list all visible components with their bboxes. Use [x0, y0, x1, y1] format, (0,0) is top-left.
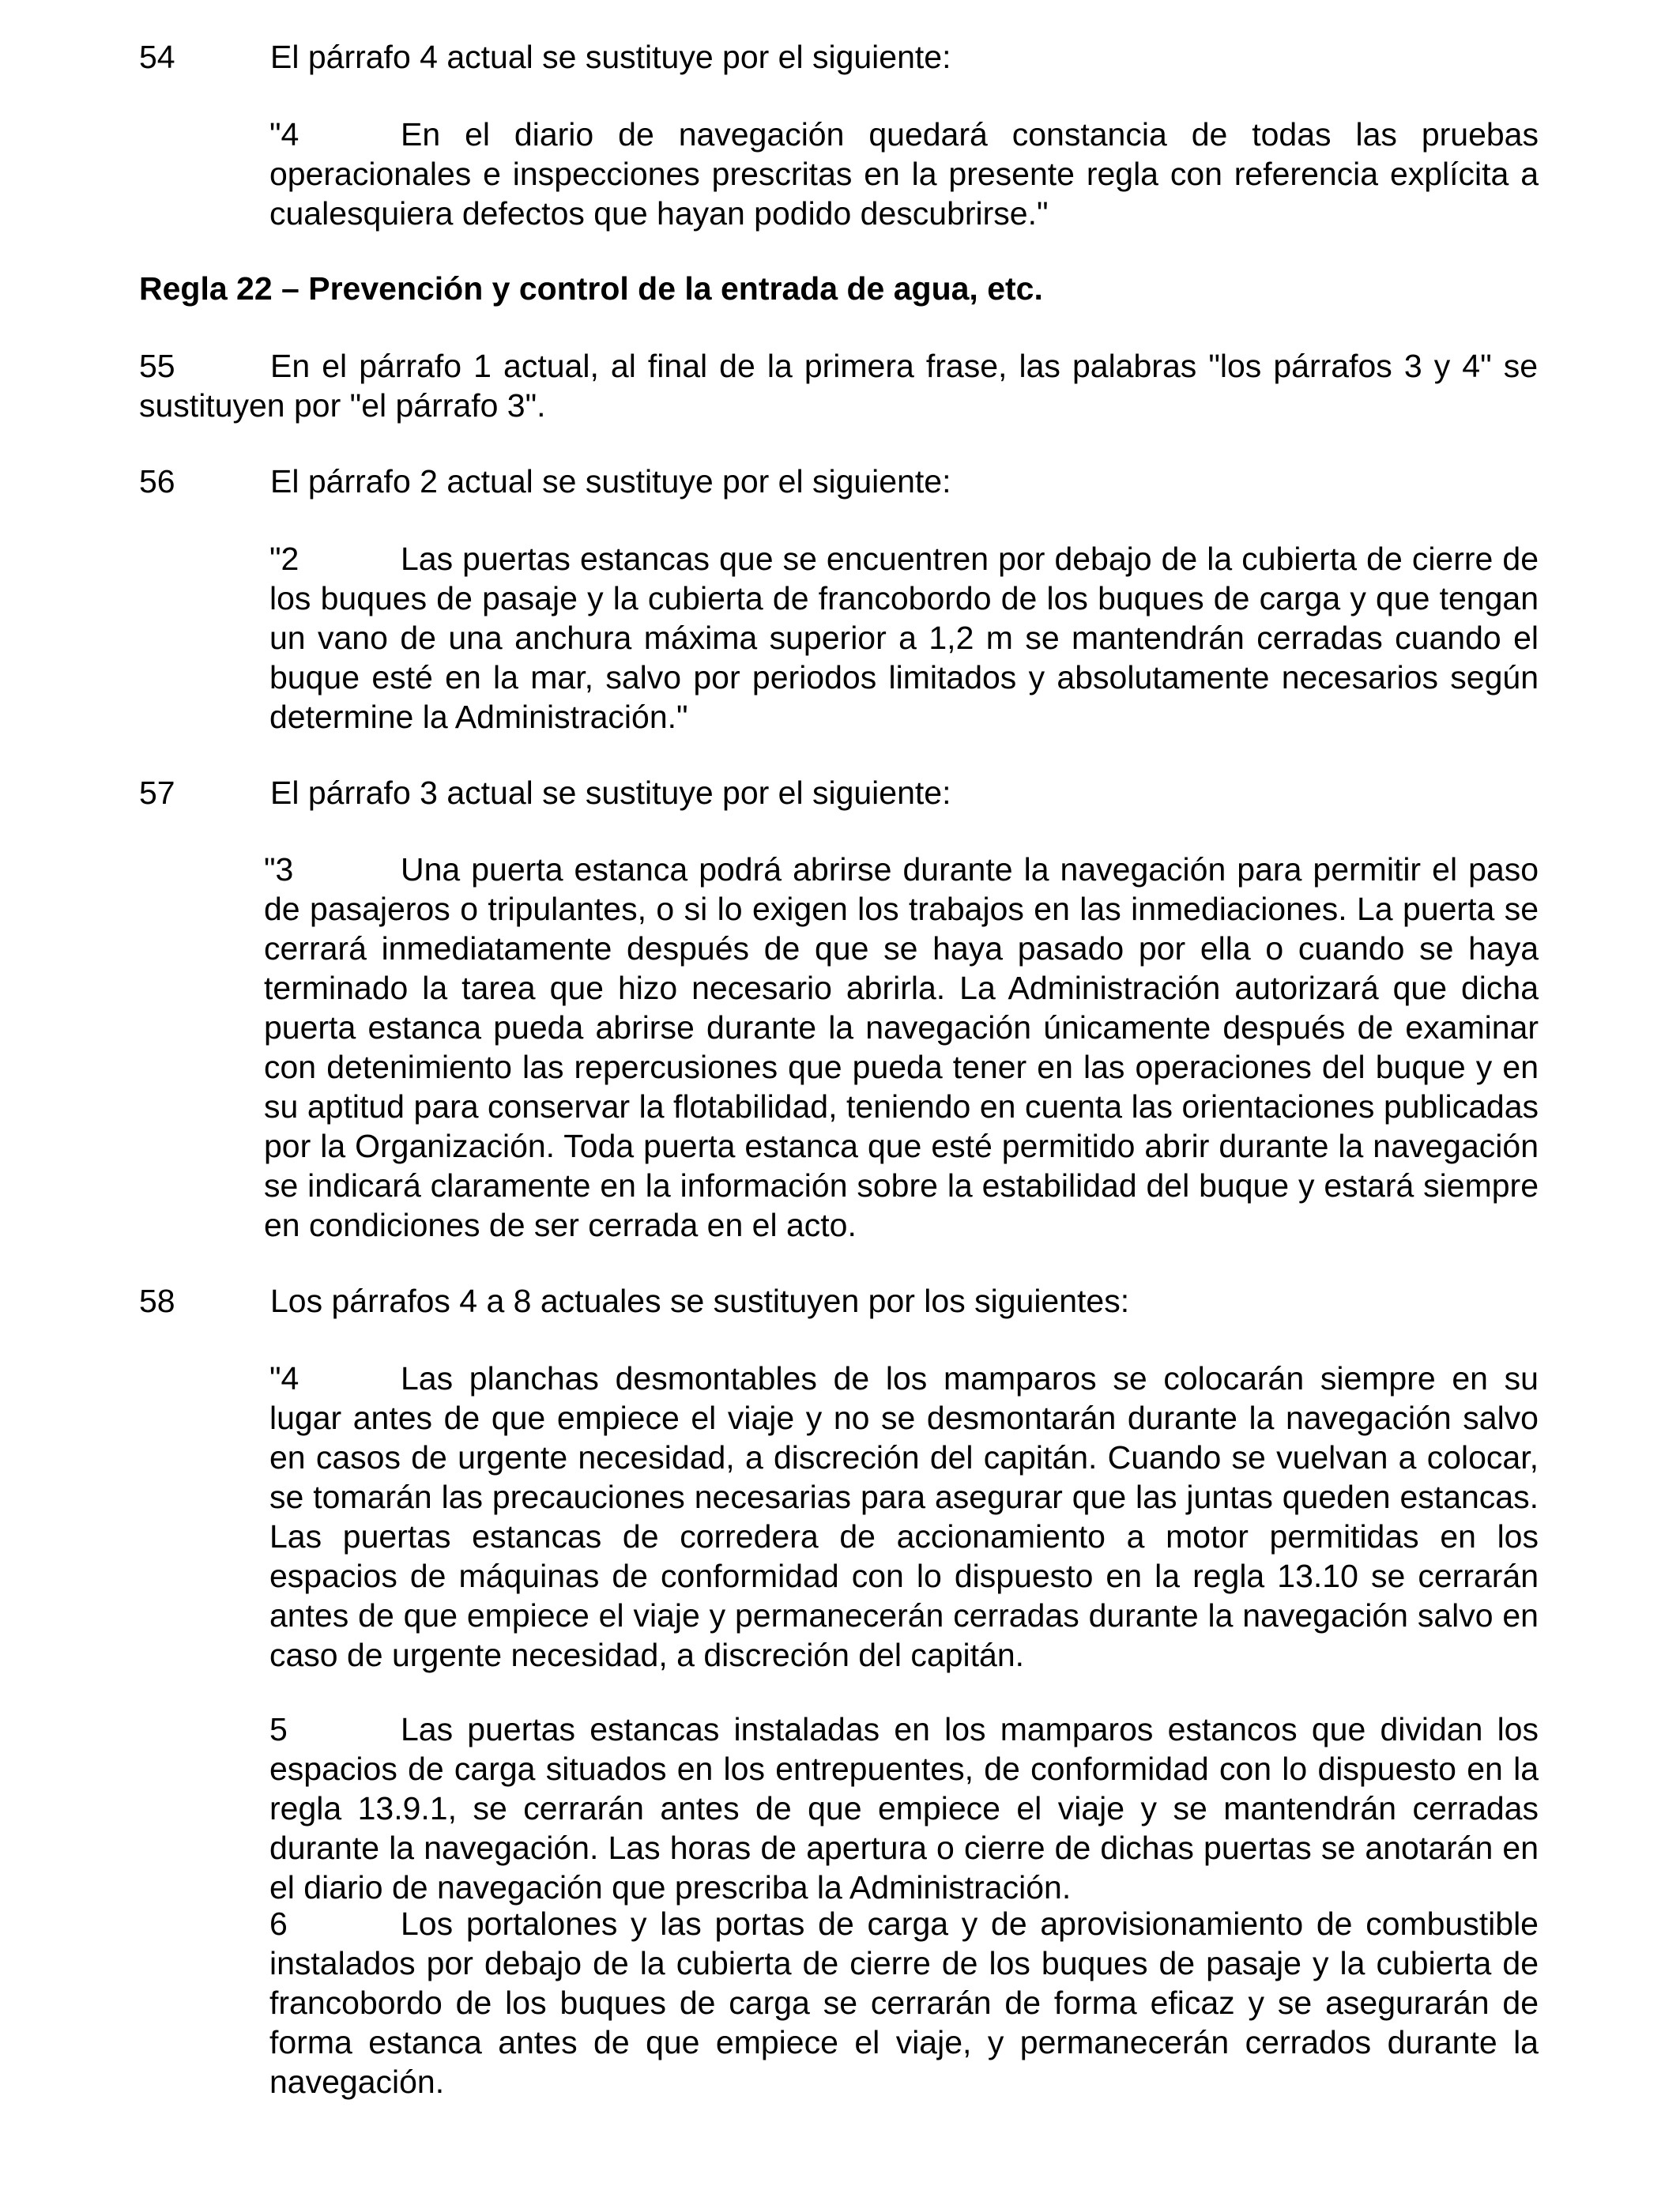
paragraph-number: 54 — [139, 39, 175, 75]
paragraph-text: El párrafo 2 actual se sustituye por el siguiente: — [270, 463, 951, 499]
quote-number: "3 — [264, 851, 294, 888]
quoted-paragraph-6 — [269, 1904, 1539, 2102]
section-heading: Regla 22 – Prevención y control de la entrada de agua, etc. — [139, 270, 1043, 307]
paragraph-number: 58 — [139, 1283, 175, 1319]
paragraph-text: El párrafo 4 actual se sustituye por el siguiente: — [270, 39, 951, 75]
quote-text: Los portalones y las portas de carga y de aprovisionamiento de combustible instalados por debajo de la cubierta de cierre de los buques de pasaje y la cubierta de francobordo de los buques de carga se cerrarán de forma eficaz y se asegurarán de forma estanca antes de que empiece el viaje, y permanecerán cerrados durante la navegación. — [269, 1906, 1539, 2100]
paragraph-text: Los párrafos 4 a 8 actuales se sustituyen por los siguientes: — [270, 1283, 1130, 1319]
quoted-paragraph-4b — [269, 1359, 1539, 1675]
quoted-paragraph-4 — [269, 115, 1539, 233]
quoted-paragraph-5 — [269, 1710, 1539, 1907]
paragraph-58 — [139, 1281, 1538, 1321]
quote-number: 6 — [269, 1906, 288, 1942]
quote-text: Las puertas estancas instaladas en los mamparos estancos que dividan los espacios de carga situados en los entrepuentes, de conformidad con lo dispuesto en la regla 13.9.1, se cerrarán antes de que empiece el viaje y se mantendrán cerradas durante la navegación. Las horas de apertura o cierre de dichas puertas se anotarán en el diario de navegación que prescriba la Administración. — [269, 1711, 1539, 1906]
paragraph-54 — [139, 37, 1538, 77]
paragraph-number: 56 — [139, 463, 175, 499]
quote-text: Las planchas desmontables de los mamparos se colocarán siempre en su lugar antes de que empiece el viaje y no se desmontarán durante la navegación salvo en casos de urgente necesidad, a discreción del capitán. Cuando se vuelvan a colocar, se tomarán las precauciones necesarias para asegurar que las juntas queden estancas. Las puertas estancas de corredera de accionamiento a motor permitidas en los espacios de máquinas de conformidad con lo dispuesto en la regla 13.10 se cerrarán antes de que empiece el viaje y permanecerán cerradas durante la navegación salvo en caso de urgente necesidad, a discreción del capitán. — [269, 1360, 1539, 1673]
quote-number: "4 — [269, 116, 299, 153]
quote-text: En el diario de navegación quedará constancia de todas las pruebas operacionales e inspecciones prescritas en la presente regla con referencia explícita a cualesquiera defectos que hayan podido descubrirse." — [269, 116, 1539, 232]
paragraph-56 — [139, 462, 1538, 501]
paragraph-text: En el párrafo 1 actual, al final de la primera frase, las palabras "los párrafos 3 y 4" se sustituyen por "el párrafo 3". — [139, 348, 1538, 424]
quote-number: "4 — [269, 1360, 299, 1397]
paragraph-55 — [139, 346, 1538, 425]
quote-text: Una puerta estanca podrá abrirse durante la navegación para permitir el paso de pasajeros o tripulantes, o si lo exigen los trabajos en las inmediaciones. La puerta se cerrará inmediatamente después de que se haya pasado por ella o cuando se haya terminado la tarea que hizo necesario abrirla. La Administración autorizará que dicha puerta estanca pueda abrirse durante la navegación únicamente después de examinar con detenimiento las repercusiones que pueda tener en las operaciones del buque y en su aptitud para conservar la flotabilidad, teniendo en cuenta las orientaciones publicadas por la Organización. Toda puerta estanca que esté permitido abrir durante la navegación se indicará claramente en la información sobre la estabilidad del buque y estará siempre en condiciones de ser cerrada en el acto. — [264, 851, 1539, 1243]
paragraph-number: 55 — [139, 348, 175, 384]
paragraph-number: 57 — [139, 775, 175, 811]
quote-number: 5 — [269, 1711, 288, 1747]
paragraph-57 — [139, 773, 1538, 812]
paragraph-text: El párrafo 3 actual se sustituye por el siguiente: — [270, 775, 951, 811]
quoted-paragraph-3 — [264, 850, 1539, 1245]
quote-text: Las puertas estancas que se encuentren por debajo de la cubierta de cierre de los buques de pasaje y la cubierta de francobordo de los buques de carga y que tengan un vano de una anchura máxima superior a 1,2 m se mantendrán cerradas cuando el buque esté en la mar, salvo por periodos limitados y absolutamente necesarios según determine la Administración." — [269, 541, 1539, 735]
quoted-paragraph-2 — [269, 539, 1539, 737]
quote-number: "2 — [269, 541, 299, 577]
